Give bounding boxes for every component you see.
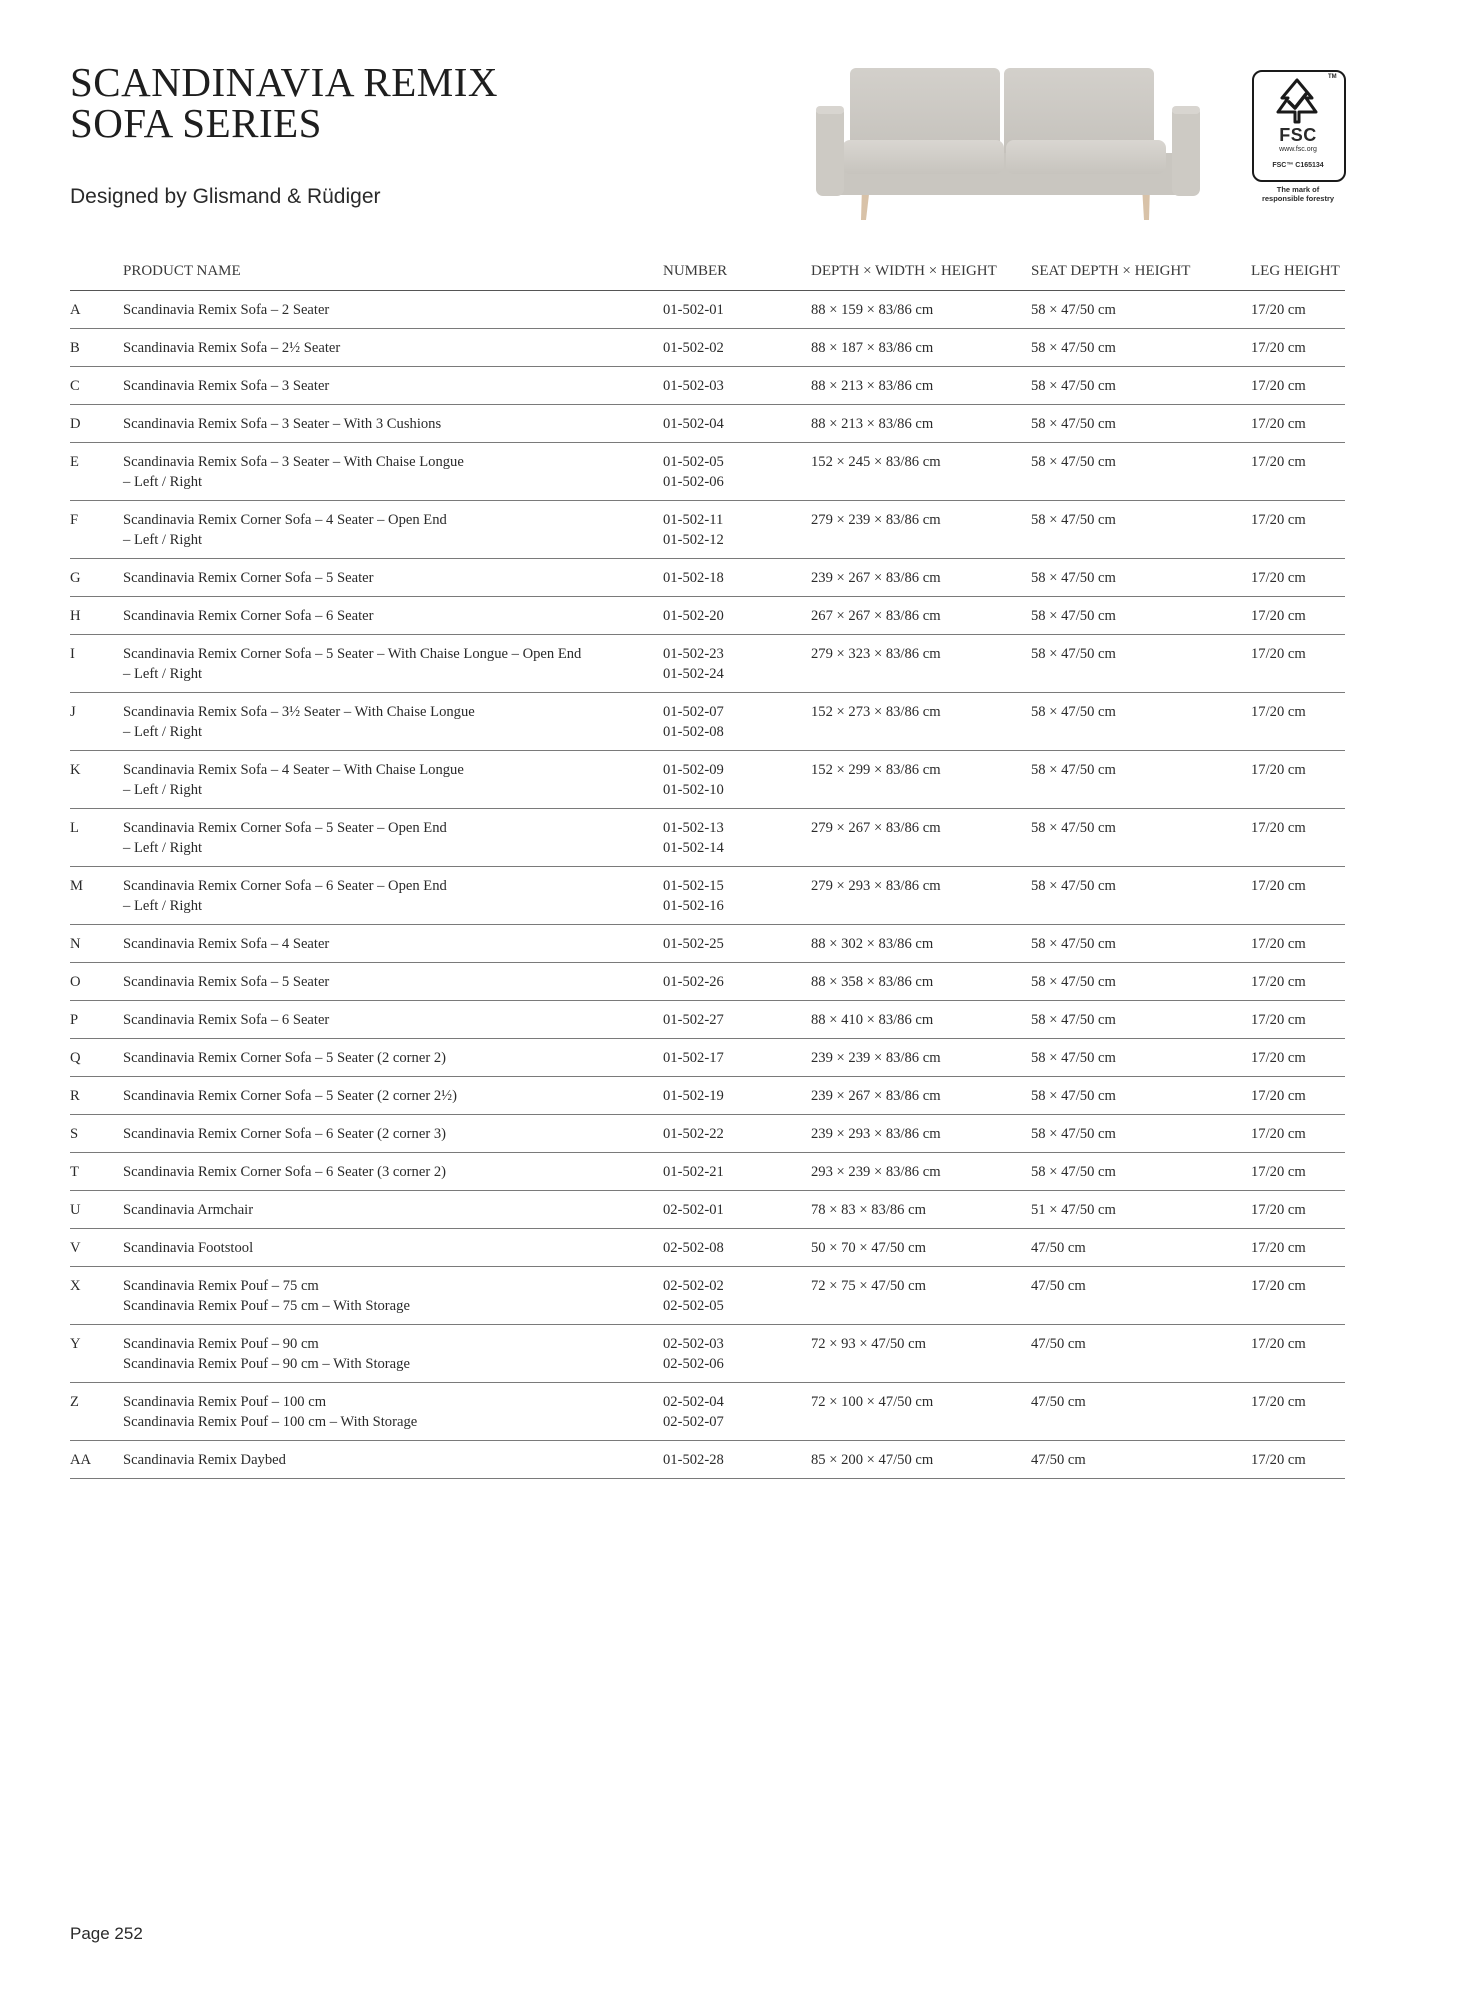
dimensions: 239 × 267 × 83/86 cm bbox=[811, 1077, 1031, 1115]
table-row bbox=[70, 501, 1345, 559]
seat-dimensions: 58 × 47/50 cm bbox=[1031, 291, 1251, 329]
product-spec-table bbox=[70, 253, 1345, 1479]
row-letter: X bbox=[70, 1267, 123, 1325]
leg-height: 17/20 cm bbox=[1251, 501, 1345, 559]
product-name-line: – Left / Right bbox=[123, 666, 203, 682]
product-name bbox=[123, 559, 663, 597]
leg-height: 17/20 cm bbox=[1251, 1077, 1345, 1115]
product-number-line: 02-502-03 bbox=[663, 1336, 724, 1352]
product-name bbox=[123, 635, 663, 693]
seat-dimensions: 58 × 47/50 cm bbox=[1031, 367, 1251, 405]
table-row bbox=[70, 751, 1345, 809]
row-letter: V bbox=[70, 1229, 123, 1267]
row-letter: P bbox=[70, 1001, 123, 1039]
product-name bbox=[123, 751, 663, 809]
product-name-line: Scandinavia Remix Corner Sofa – 5 Seater (2 corner 2½) bbox=[123, 1088, 457, 1104]
product-number bbox=[663, 867, 811, 925]
col-product-header: PRODUCT NAME bbox=[123, 253, 663, 291]
dimensions: 152 × 273 × 83/86 cm bbox=[811, 693, 1031, 751]
product-number-line: 01-502-20 bbox=[663, 608, 724, 624]
dimensions: 239 × 293 × 83/86 cm bbox=[811, 1115, 1031, 1153]
product-name-line: Scandinavia Remix Sofa – 5 Seater bbox=[123, 974, 330, 990]
product-number bbox=[663, 693, 811, 751]
product-name-line: Scandinavia Remix Sofa – 6 Seater bbox=[123, 1012, 330, 1028]
product-name-line: – Left / Right bbox=[123, 532, 203, 548]
product-number-line: 01-502-08 bbox=[663, 724, 724, 740]
product-name-line: Scandinavia Remix Daybed bbox=[123, 1452, 286, 1468]
col-number-header: NUMBER bbox=[663, 253, 811, 291]
col-seat-header: SEAT DEPTH × HEIGHT bbox=[1031, 253, 1251, 291]
fsc-license-code: FSC™ C165134 bbox=[1272, 162, 1324, 169]
product-name-line: Scandinavia Armchair bbox=[123, 1202, 254, 1218]
table-row bbox=[70, 1001, 1345, 1039]
product-name bbox=[123, 1153, 663, 1191]
product-name-line: Scandinavia Remix Pouf – 75 cm – With Storage bbox=[123, 1298, 410, 1314]
table-row bbox=[70, 809, 1345, 867]
seat-dimensions: 58 × 47/50 cm bbox=[1031, 597, 1251, 635]
dimensions: 88 × 213 × 83/86 cm bbox=[811, 367, 1031, 405]
table-row bbox=[70, 1267, 1345, 1325]
product-number bbox=[663, 443, 811, 501]
table-row bbox=[70, 329, 1345, 367]
seat-dimensions: 58 × 47/50 cm bbox=[1031, 925, 1251, 963]
product-number bbox=[663, 367, 811, 405]
table-row bbox=[70, 291, 1345, 329]
product-name bbox=[123, 1191, 663, 1229]
seat-dimensions: 58 × 47/50 cm bbox=[1031, 559, 1251, 597]
leg-height: 17/20 cm bbox=[1251, 405, 1345, 443]
product-number-line: 02-502-04 bbox=[663, 1394, 724, 1410]
table-row bbox=[70, 1383, 1345, 1441]
product-number-line: 02-502-06 bbox=[663, 1356, 724, 1372]
leg-height: 17/20 cm bbox=[1251, 1267, 1345, 1325]
seat-dimensions: 58 × 47/50 cm bbox=[1031, 635, 1251, 693]
product-name-line: Scandinavia Remix Pouf – 100 cm bbox=[123, 1394, 327, 1410]
product-name-line: Scandinavia Remix Corner Sofa – 6 Seater (3 corner 2) bbox=[123, 1164, 446, 1180]
product-number-line: 01-502-13 bbox=[663, 820, 724, 836]
table-row bbox=[70, 867, 1345, 925]
product-name bbox=[123, 443, 663, 501]
product-name bbox=[123, 1001, 663, 1039]
product-number-line: 02-502-02 bbox=[663, 1278, 724, 1294]
product-name-line: Scandinavia Remix Corner Sofa – 6 Seater (2 corner 3) bbox=[123, 1126, 446, 1142]
product-number bbox=[663, 1039, 811, 1077]
product-number-line: 01-502-21 bbox=[663, 1164, 724, 1180]
dimensions: 239 × 267 × 83/86 cm bbox=[811, 559, 1031, 597]
fsc-badge bbox=[1250, 68, 1346, 208]
product-number-line: 01-502-17 bbox=[663, 1050, 724, 1066]
seat-dimensions: 58 × 47/50 cm bbox=[1031, 1153, 1251, 1191]
product-number bbox=[663, 1115, 811, 1153]
row-letter: E bbox=[70, 443, 123, 501]
product-number bbox=[663, 1441, 811, 1479]
seat-dimensions: 58 × 47/50 cm bbox=[1031, 501, 1251, 559]
product-name-line: Scandinavia Footstool bbox=[123, 1240, 254, 1256]
fsc-logo-text: FSC bbox=[1279, 125, 1317, 145]
dimensions: 279 × 267 × 83/86 cm bbox=[811, 809, 1031, 867]
product-number-line: 01-502-27 bbox=[663, 1012, 724, 1028]
dimensions: 72 × 100 × 47/50 cm bbox=[811, 1383, 1031, 1441]
seat-dimensions: 58 × 47/50 cm bbox=[1031, 329, 1251, 367]
dimensions: 50 × 70 × 47/50 cm bbox=[811, 1229, 1031, 1267]
row-letter: N bbox=[70, 925, 123, 963]
row-letter: C bbox=[70, 367, 123, 405]
fsc-trademark: TM bbox=[1328, 74, 1337, 80]
product-name bbox=[123, 501, 663, 559]
sofa-image bbox=[812, 58, 1204, 226]
product-number-line: 02-502-08 bbox=[663, 1240, 724, 1256]
product-name-line: Scandinavia Remix Corner Sofa – 5 Seater (2 corner 2) bbox=[123, 1050, 446, 1066]
product-name-line: – Left / Right bbox=[123, 474, 203, 490]
product-number bbox=[663, 1191, 811, 1229]
title-line-2: SOFA SERIES bbox=[70, 100, 322, 146]
dimensions: 88 × 302 × 83/86 cm bbox=[811, 925, 1031, 963]
table-row bbox=[70, 1191, 1345, 1229]
product-name-line: Scandinavia Remix Corner Sofa – 6 Seater bbox=[123, 608, 374, 624]
col-dims-header: DEPTH × WIDTH × HEIGHT bbox=[811, 253, 1031, 291]
product-name bbox=[123, 1441, 663, 1479]
table-row bbox=[70, 925, 1345, 963]
product-name-line: Scandinavia Remix Sofa – 3 Seater bbox=[123, 378, 330, 394]
row-letter: D bbox=[70, 405, 123, 443]
product-number bbox=[663, 1267, 811, 1325]
seat-dimensions: 58 × 47/50 cm bbox=[1031, 405, 1251, 443]
seat-dimensions: 47/50 cm bbox=[1031, 1325, 1251, 1383]
product-name bbox=[123, 1267, 663, 1325]
product-number-line: 02-502-05 bbox=[663, 1298, 724, 1314]
leg-height: 17/20 cm bbox=[1251, 1039, 1345, 1077]
leg-height: 17/20 cm bbox=[1251, 1229, 1345, 1267]
leg-height: 17/20 cm bbox=[1251, 809, 1345, 867]
table-row bbox=[70, 367, 1345, 405]
product-name-line: Scandinavia Remix Pouf – 75 cm bbox=[123, 1278, 319, 1294]
product-number-line: 01-502-09 bbox=[663, 762, 724, 778]
row-letter: F bbox=[70, 501, 123, 559]
product-name-line: – Left / Right bbox=[123, 724, 203, 740]
product-number bbox=[663, 809, 811, 867]
leg-height: 17/20 cm bbox=[1251, 329, 1345, 367]
dimensions: 279 × 323 × 83/86 cm bbox=[811, 635, 1031, 693]
dimensions: 72 × 75 × 47/50 cm bbox=[811, 1267, 1031, 1325]
product-number-line: 01-502-19 bbox=[663, 1088, 724, 1104]
row-letter: I bbox=[70, 635, 123, 693]
leg-height: 17/20 cm bbox=[1251, 1115, 1345, 1153]
dimensions: 88 × 410 × 83/86 cm bbox=[811, 1001, 1031, 1039]
product-number-line: 01-502-26 bbox=[663, 974, 724, 990]
dimensions: 88 × 187 × 83/86 cm bbox=[811, 329, 1031, 367]
col-letter-header bbox=[70, 253, 123, 291]
fsc-url: www.fsc.org bbox=[1279, 146, 1317, 153]
product-name-line: Scandinavia Remix Sofa – 2½ Seater bbox=[123, 340, 341, 356]
product-name-line: Scandinavia Remix Sofa – 3 Seater – With Chaise Longue bbox=[123, 454, 464, 470]
designer-credit: Designed by Glismand & Rüdiger bbox=[70, 185, 381, 208]
row-letter: O bbox=[70, 963, 123, 1001]
dimensions: 152 × 299 × 83/86 cm bbox=[811, 751, 1031, 809]
product-number bbox=[663, 635, 811, 693]
product-name-line: – Left / Right bbox=[123, 898, 203, 914]
product-number-line: 01-502-10 bbox=[663, 782, 724, 798]
product-name-line: Scandinavia Remix Pouf – 100 cm – With Storage bbox=[123, 1414, 418, 1430]
product-number-line: 01-502-01 bbox=[663, 302, 724, 318]
product-name bbox=[123, 1325, 663, 1383]
product-name bbox=[123, 597, 663, 635]
col-leg-header: LEG HEIGHT bbox=[1251, 253, 1345, 291]
row-letter: T bbox=[70, 1153, 123, 1191]
page-title bbox=[70, 59, 499, 146]
row-letter: A bbox=[70, 291, 123, 329]
product-number bbox=[663, 1383, 811, 1441]
seat-dimensions: 47/50 cm bbox=[1031, 1441, 1251, 1479]
table-row bbox=[70, 963, 1345, 1001]
title-line-1: SCANDINAVIA REMIX bbox=[70, 59, 499, 105]
product-name bbox=[123, 867, 663, 925]
product-number bbox=[663, 329, 811, 367]
dimensions: 78 × 83 × 83/86 cm bbox=[811, 1191, 1031, 1229]
leg-height: 17/20 cm bbox=[1251, 867, 1345, 925]
product-name-line: Scandinavia Remix Corner Sofa – 4 Seater – Open End bbox=[123, 512, 447, 528]
product-number bbox=[663, 1153, 811, 1191]
product-name bbox=[123, 1039, 663, 1077]
table-row bbox=[70, 559, 1345, 597]
dimensions: 293 × 239 × 83/86 cm bbox=[811, 1153, 1031, 1191]
product-name-line: Scandinavia Remix Sofa – 3½ Seater – With Chaise Longue bbox=[123, 704, 475, 720]
row-letter: Q bbox=[70, 1039, 123, 1077]
product-number-line: 01-502-02 bbox=[663, 340, 724, 356]
product-name bbox=[123, 1077, 663, 1115]
product-number-line: 01-502-28 bbox=[663, 1452, 724, 1468]
product-name bbox=[123, 693, 663, 751]
product-number-line: 01-502-05 bbox=[663, 454, 724, 470]
table-row bbox=[70, 1441, 1345, 1479]
tree-check-icon bbox=[1272, 78, 1322, 124]
leg-height: 17/20 cm bbox=[1251, 291, 1345, 329]
product-name-line: Scandinavia Remix Sofa – 4 Seater – With Chaise Longue bbox=[123, 762, 464, 778]
row-letter: AA bbox=[70, 1441, 123, 1479]
row-letter: H bbox=[70, 597, 123, 635]
product-number-line: 01-502-06 bbox=[663, 474, 724, 490]
product-number bbox=[663, 1229, 811, 1267]
product-number-line: 01-502-16 bbox=[663, 898, 724, 914]
product-number bbox=[663, 559, 811, 597]
row-letter: Z bbox=[70, 1383, 123, 1441]
leg-height: 17/20 cm bbox=[1251, 1191, 1345, 1229]
table-row bbox=[70, 1325, 1345, 1383]
leg-height: 17/20 cm bbox=[1251, 925, 1345, 963]
product-name-line: Scandinavia Remix Corner Sofa – 5 Seater bbox=[123, 570, 374, 586]
dimensions: 279 × 293 × 83/86 cm bbox=[811, 867, 1031, 925]
product-name bbox=[123, 925, 663, 963]
product-name-line: Scandinavia Remix Sofa – 4 Seater bbox=[123, 936, 330, 952]
seat-dimensions: 58 × 47/50 cm bbox=[1031, 443, 1251, 501]
product-name-line: Scandinavia Remix Sofa – 3 Seater – With 3 Cushions bbox=[123, 416, 442, 432]
product-number-line: 01-502-24 bbox=[663, 666, 724, 682]
leg-height: 17/20 cm bbox=[1251, 1441, 1345, 1479]
leg-height: 17/20 cm bbox=[1251, 559, 1345, 597]
table-row bbox=[70, 1229, 1345, 1267]
product-name-line: – Left / Right bbox=[123, 782, 203, 798]
product-number-line: 02-502-01 bbox=[663, 1202, 724, 1218]
product-name-line: Scandinavia Remix Corner Sofa – 6 Seater – Open End bbox=[123, 878, 447, 894]
dimensions: 88 × 159 × 83/86 cm bbox=[811, 291, 1031, 329]
leg-height: 17/20 cm bbox=[1251, 597, 1345, 635]
leg-height: 17/20 cm bbox=[1251, 635, 1345, 693]
row-letter: M bbox=[70, 867, 123, 925]
product-number-line: 01-502-22 bbox=[663, 1126, 724, 1142]
table-row bbox=[70, 443, 1345, 501]
product-number bbox=[663, 963, 811, 1001]
row-letter: Y bbox=[70, 1325, 123, 1383]
seat-dimensions: 58 × 47/50 cm bbox=[1031, 1001, 1251, 1039]
row-letter: J bbox=[70, 693, 123, 751]
leg-height: 17/20 cm bbox=[1251, 1001, 1345, 1039]
row-letter: B bbox=[70, 329, 123, 367]
product-number bbox=[663, 405, 811, 443]
seat-dimensions: 58 × 47/50 cm bbox=[1031, 693, 1251, 751]
product-number bbox=[663, 501, 811, 559]
leg-height: 17/20 cm bbox=[1251, 1153, 1345, 1191]
table-row bbox=[70, 1039, 1345, 1077]
product-number bbox=[663, 925, 811, 963]
product-name-line: Scandinavia Remix Sofa – 2 Seater bbox=[123, 302, 330, 318]
table-header-row bbox=[70, 253, 1345, 291]
product-number-line: 01-502-11 bbox=[663, 512, 724, 528]
table-row bbox=[70, 635, 1345, 693]
seat-dimensions: 47/50 cm bbox=[1031, 1267, 1251, 1325]
product-number-line: 01-502-25 bbox=[663, 936, 724, 952]
product-number-line: 01-502-23 bbox=[663, 646, 724, 662]
product-number-line: 01-502-15 bbox=[663, 878, 724, 894]
seat-dimensions: 58 × 47/50 cm bbox=[1031, 867, 1251, 925]
seat-dimensions: 58 × 47/50 cm bbox=[1031, 1039, 1251, 1077]
row-letter: L bbox=[70, 809, 123, 867]
table-row bbox=[70, 1153, 1345, 1191]
product-number-line: 01-502-12 bbox=[663, 532, 724, 548]
leg-height: 17/20 cm bbox=[1251, 367, 1345, 405]
product-name-line: Scandinavia Remix Corner Sofa – 5 Seater – Open End bbox=[123, 820, 447, 836]
row-letter: K bbox=[70, 751, 123, 809]
table-row bbox=[70, 693, 1345, 751]
product-number-line: 01-502-03 bbox=[663, 378, 724, 394]
product-name bbox=[123, 809, 663, 867]
dimensions: 72 × 93 × 47/50 cm bbox=[811, 1325, 1031, 1383]
seat-dimensions: 58 × 47/50 cm bbox=[1031, 1115, 1251, 1153]
product-name bbox=[123, 405, 663, 443]
dimensions: 88 × 213 × 83/86 cm bbox=[811, 405, 1031, 443]
seat-dimensions: 47/50 cm bbox=[1031, 1383, 1251, 1441]
product-number bbox=[663, 597, 811, 635]
product-name-line: Scandinavia Remix Corner Sofa – 5 Seater – With Chaise Longue – Open End bbox=[123, 646, 582, 662]
leg-height: 17/20 cm bbox=[1251, 1325, 1345, 1383]
table-row bbox=[70, 597, 1345, 635]
dimensions: 85 × 200 × 47/50 cm bbox=[811, 1441, 1031, 1479]
product-number bbox=[663, 1001, 811, 1039]
product-number bbox=[663, 751, 811, 809]
row-letter: U bbox=[70, 1191, 123, 1229]
seat-dimensions: 58 × 47/50 cm bbox=[1031, 963, 1251, 1001]
product-number bbox=[663, 1325, 811, 1383]
table-row bbox=[70, 1115, 1345, 1153]
seat-dimensions: 58 × 47/50 cm bbox=[1031, 1077, 1251, 1115]
product-name bbox=[123, 1115, 663, 1153]
row-letter: G bbox=[70, 559, 123, 597]
product-name-line: Scandinavia Remix Pouf – 90 cm bbox=[123, 1336, 319, 1352]
product-number-line: 01-502-18 bbox=[663, 570, 724, 586]
product-name bbox=[123, 1229, 663, 1267]
product-number bbox=[663, 1077, 811, 1115]
leg-height: 17/20 cm bbox=[1251, 751, 1345, 809]
page-number: Page 252 bbox=[70, 1924, 143, 1943]
table-row bbox=[70, 1077, 1345, 1115]
product-number-line: 01-502-07 bbox=[663, 704, 724, 720]
dimensions: 88 × 358 × 83/86 cm bbox=[811, 963, 1031, 1001]
product-number-line: 02-502-07 bbox=[663, 1414, 724, 1430]
dimensions: 152 × 245 × 83/86 cm bbox=[811, 443, 1031, 501]
product-name bbox=[123, 963, 663, 1001]
product-number bbox=[663, 291, 811, 329]
row-letter: S bbox=[70, 1115, 123, 1153]
row-letter: R bbox=[70, 1077, 123, 1115]
table-row bbox=[70, 405, 1345, 443]
product-name bbox=[123, 367, 663, 405]
leg-height: 17/20 cm bbox=[1251, 1383, 1345, 1441]
table-body bbox=[70, 291, 1345, 1479]
product-name bbox=[123, 1383, 663, 1441]
product-number-line: 01-502-14 bbox=[663, 840, 724, 856]
seat-dimensions: 47/50 cm bbox=[1031, 1229, 1251, 1267]
dimensions: 239 × 239 × 83/86 cm bbox=[811, 1039, 1031, 1077]
seat-dimensions: 51 × 47/50 cm bbox=[1031, 1191, 1251, 1229]
leg-height: 17/20 cm bbox=[1251, 693, 1345, 751]
product-name-line: – Left / Right bbox=[123, 840, 203, 856]
seat-dimensions: 58 × 47/50 cm bbox=[1031, 751, 1251, 809]
dimensions: 267 × 267 × 83/86 cm bbox=[811, 597, 1031, 635]
leg-height: 17/20 cm bbox=[1251, 443, 1345, 501]
product-number-line: 01-502-04 bbox=[663, 416, 724, 432]
seat-dimensions: 58 × 47/50 cm bbox=[1031, 809, 1251, 867]
product-name-line: Scandinavia Remix Pouf – 90 cm – With Storage bbox=[123, 1356, 410, 1372]
product-name bbox=[123, 329, 663, 367]
dimensions: 279 × 239 × 83/86 cm bbox=[811, 501, 1031, 559]
fsc-tagline: The mark of responsible forestry bbox=[1261, 185, 1335, 203]
leg-height: 17/20 cm bbox=[1251, 963, 1345, 1001]
product-name bbox=[123, 291, 663, 329]
